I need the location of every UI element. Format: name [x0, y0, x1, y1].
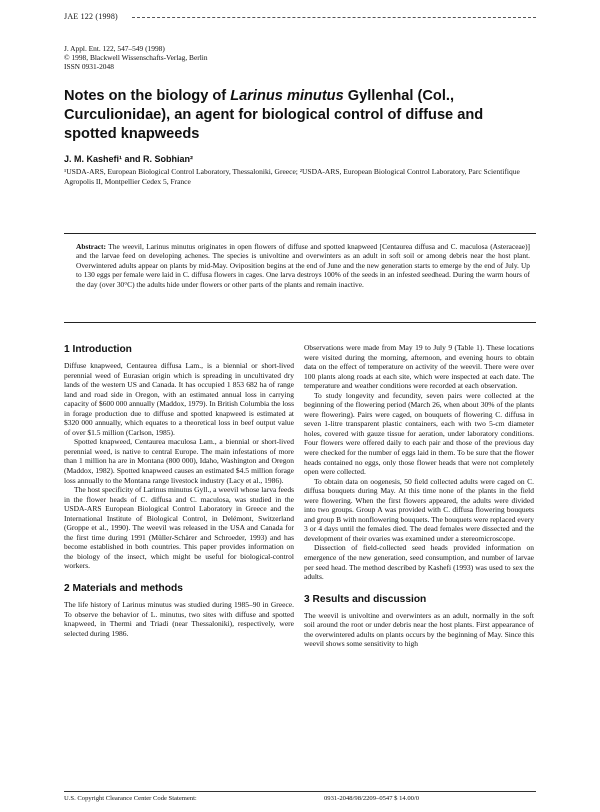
- affiliation: ¹USDA-ARS, European Biological Control Laboratory, Thessaloniki, Greece; ²USDA-ARS, European Biological Control Laboratory, Parc Scientifique Agropolis II, Montpellier Cedex 5, France: [64, 167, 520, 186]
- footer-rule: [64, 791, 536, 792]
- journal-info: [64, 44, 208, 71]
- paragraph: The weevil is univoltine and overwinters as an adult, normally in the soft soil around the root or under debris near the host plants. First appearance of the overwintered adults on plants occurs by the beginning of May. Since this weevil shows some sensitivity to high: [304, 610, 534, 649]
- section-heading-materials: 2 Materials and methods: [64, 583, 183, 595]
- paper-title: [64, 87, 534, 144]
- footer-copyright-code: U.S. Copyright Clearance Center Code Statement:: [64, 795, 197, 802]
- page-footer: [64, 795, 536, 805]
- abstract-label: Abstract:: [76, 242, 106, 251]
- journal-citation: J. Appl. Ent. 122, 547–549 (1998): [64, 44, 165, 53]
- journal-issn: ISSN 0931-2048: [64, 62, 114, 71]
- abstract: [64, 233, 536, 323]
- paragraph: Observations were made from May 19 to July 9 (Table 1). These locations were visited during the morning, afternoon, and evening hours to obtain data on the effect of temperature on activity of the weevil. There were over 100 plants along roads at each site, which were inspected at each date. The temperature and weather conditions were recorded at each observation.: [304, 343, 534, 391]
- footer-issn-code: 0931-2048/98/2209–0547 $ 14.00/0: [324, 795, 420, 802]
- paragraph: Diffuse knapweed, Centaurea diffusa Lam., is a biennial or short-lived perennial weed of Eurasian origin which is spreading in uncultivated dry lands of the western US and Canada. It has occupied 1 853 682 ha of range land and road side in Oregon, with an estimated annual loss in carrying capacity of $600 000 annually (Maddox, 1979). In British Columbia the loss in forage production due to diffuse and spotted knapweed is estimated at $320 000 annually, which equates to a theoretical loss in beef output value of over $1.5 million (Carlson, 1985).: [64, 361, 294, 437]
- title-rest: Gyllenhal (Col., Curculionidae), an agent for biological control of diffuse and spotted knapweeds: [64, 88, 484, 142]
- right-column: [304, 343, 534, 649]
- paragraph: The life history of Larinus minutus was studied during 1985–90 in Greece. To observe the behavior of L. minutus, two sites with diffuse and spotted knapweed, in Thermi and Triadi (near Thessaloniki), respectively, were selected during 1986.: [64, 600, 294, 638]
- left-column: [64, 343, 294, 638]
- section-heading-results: 3 Results and discussion: [304, 593, 427, 605]
- title-species: Larinus minutus: [230, 88, 344, 104]
- abstract-text: The weevil, Larinus minutus originates in open flowers of diffuse and spotted knapweed [Centaurea diffusa and C. maculosa (Asteraceae)] and the larvae feed on developing achenes. The species is univoltine and overwinters as an adult in soft soil or among debris near the host plant. Overwintered adults appear on plants by mid-May. Oviposition begins at the end of June and the new generation starts to emerge by the end of July. Up to 130 eggs per female were laid in C. diffusa flowers in cages. One larva destroys 100% of the seeds in an infested seedhead. During the warm hours of the day (over 30°C) the adults hide under flowers or other parts of the plants and remain inactive.: [76, 242, 530, 289]
- paragraph: Spotted knapweed, Centaurea maculosa Lam., a biennial or short-lived perennial weed, is native to central Europe. The main infestations of more than 1 million ha are in Montana (800 000), Idaho, Washington and Oregon (Maddox, 1982). Spotted knapweed causes an estimated $4.5 million forage loss annually to the Montana range livestock industry (Lacy et al., 1986).: [64, 437, 294, 485]
- section-heading-introduction: 1 Introduction: [64, 344, 132, 355]
- journal-copyright: © 1998, Blackwell Wissenschafts-Verlag, Berlin: [64, 53, 208, 62]
- paragraph: Dissection of field-collected seed heads provided information on emergence of the new generation, seed consumption, and number of larvae per seed head. The method described by Kashefi (1993) was used to sex the adults.: [304, 543, 534, 582]
- running-head: [64, 12, 536, 22]
- running-head-rule: [132, 17, 536, 18]
- running-head-text: JAE 122 (1998): [64, 12, 118, 21]
- author-line: J. M. Kashefi¹ and R. Sobhian²: [64, 154, 194, 164]
- paragraph: To study longevity and fecundity, seven pairs were collected at the beginning of the flowering period (March 26, when about 30% of the plants were flowering). Pairs were caged, on bouquets of flowering C. diffusa in seven 1-litre transparent plastic containers, each with two 5-cm diameter holes, covered with gauze tissue for aeration, under laboratory conditions. Four flowers were offered daily to each pair and those of the previous day were checked for the number of eggs laid in them. To be sure that the flower heads contained no eggs, only those flower heads that were not completely open were collected.: [304, 390, 534, 477]
- paragraph: The host specificity of Larinus minutus Gyll., a weevil whose larva feeds in the flower heads of C. diffusa and C. maculosa, was studied in the USDA-ARS European Biological Control Laboratory in Greece and the International Institute of Biological Control, in Delémont, Switzerland (Groppe et al., 1990). The weevil was released in the USA and Canada for the first time during 1991 (Müller-Schärer and Schroeder, 1993) and has become established in both countries. This paper provides information on the biology of the insect, which might be useful for biological-control workers.: [64, 485, 294, 571]
- title-lead: Notes on the biology of: [64, 88, 231, 104]
- abstract-paragraph: [76, 242, 530, 289]
- paragraph: To obtain data on oogenesis, 50 field collected adults were caged on C. diffusa bouquets during May. At this time none of the plants in the field were flowering. When the first flowers appeared, the adults were divided into two groups. Group A was provided with C. diffusa flowering bouquets and group B with nonflowering bouquets. The bouquets were replaced every 3 or 4 days until the females died. The dead females were dissected and the development of their ovaries was examined under a stereomicroscope.: [304, 476, 535, 543]
